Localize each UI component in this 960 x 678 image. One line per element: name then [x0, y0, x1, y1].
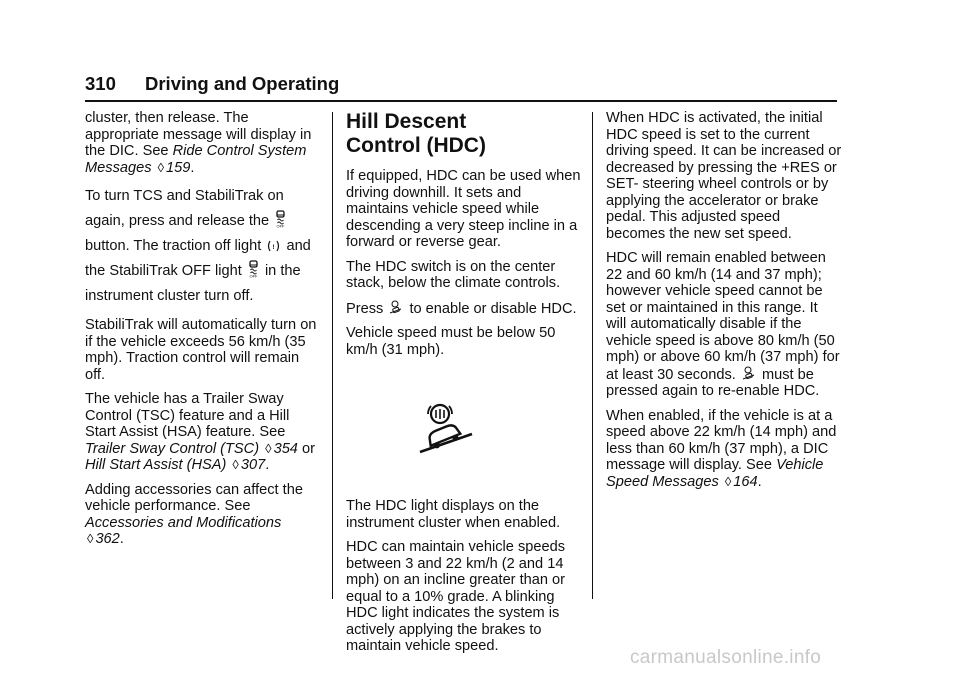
section-heading: Hill Descent Control (HDC) — [346, 110, 486, 157]
column-2 — [346, 110, 582, 663]
column-1 — [85, 110, 321, 556]
svg-text:!: ! — [272, 244, 275, 251]
col1-paragraph-1: cluster, then release. The appropriate message will display in the DIC. See Ride Control System Messages ◊ 159. — [85, 110, 312, 176]
hdc-button-icon — [389, 300, 403, 316]
col3-paragraph-3: When enabled, if the vehicle is at a speed above 22 km/h (14 mph) and less than 60 km/h (37 mph), a DIC message will display. See Vehicle Speed Messages ◊ 164. — [606, 407, 837, 490]
column-divider-1 — [332, 112, 333, 599]
xref-diamond-icon: ◊ — [265, 440, 272, 456]
col3-paragraph-1: When HDC is activated, the initial HDC speed is set to the current driving speed. It can be increased or decreased by pressing the +RES or SET- steering wheel controls or by applying the accelerator or brake pedal. This adjusted speed becomes the new set speed. — [606, 110, 842, 242]
xref-diamond-icon: ◊ — [724, 473, 732, 489]
col2-paragraph-4: Vehicle speed must be below 50 km/h (31 mph). — [346, 325, 556, 358]
traction-off-light-icon — [267, 239, 280, 253]
xref-page-159[interactable]: 159 — [166, 159, 191, 176]
xref-diamond-icon: ◊ — [157, 159, 165, 175]
xref-diamond-icon: ◊ — [232, 457, 239, 472]
xref-page-354[interactable]: 354 — [273, 440, 298, 457]
svg-text:OFF: OFF — [249, 273, 258, 278]
col2-paragraph-1: If equipped, HDC can be used when driving downhill. It sets and maintains vehicle speed while descending a very steep incline in a forward or reverse gear. — [346, 168, 581, 250]
col2-paragraph-5: The HDC light displays on the instrument cluster when enabled. — [346, 498, 561, 531]
col2-paragraph-3: Press to enable or disable HDC. — [346, 300, 577, 317]
col1-paragraph-5: Adding accessories can affect the vehicle performance. See Accessories and Modifications ◊ 362. — [85, 481, 303, 547]
watermark: carmanualsonline.info — [630, 647, 822, 668]
col1-paragraph-4: The vehicle has a Trailer Sway Control (TSC) feature and a Hill Start Assist (HSA) feature. See Trailer Sway Control (TSC) ◊ 354 or Hill Start Assist (HSA) ◊ 307. — [85, 391, 315, 473]
xref-ride-control[interactable]: Ride Control System Messages — [85, 143, 307, 176]
col3-paragraph-2: HDC will remain enabled between 22 and 60 km/h (14 and 37 mph); however vehicle speed cannot be set or maintained in this range. It will automatically disable if the vehicle speed is above 80 km/h (50 mph) or above 60 km/h (37 mph) for at least 30 seconds. must be pressed again to re-enable HDC. — [606, 250, 840, 399]
column-divider-2 — [592, 112, 593, 599]
column-3 — [606, 110, 842, 498]
svg-text:OFF: OFF — [276, 223, 285, 228]
col2-paragraph-2: The HDC switch is on the center stack, below the climate controls. — [346, 258, 561, 291]
header-rule — [85, 100, 837, 102]
col1-paragraph-3: StabiliTrak will automatically turn on if the vehicle exceeds 56 km/h (35 mph). Traction control will remain off. — [85, 317, 317, 383]
page-header — [85, 70, 837, 98]
page-title: Driving and Operating — [145, 73, 340, 94]
col1-paragraph-2: To turn TCS and StabiliTrak on again, press and release the OFF button. The traction off light ! and the StabiliTrak OFF light OFF in the instrument cluster turn off. — [85, 188, 311, 304]
xref-page-307[interactable]: 307 — [240, 457, 266, 473]
xref-vehicle-speed[interactable]: Vehicle Speed Messages — [606, 457, 824, 490]
hdc-light-icon — [416, 400, 476, 456]
traction-car-icon — [275, 210, 286, 228]
xref-accessories[interactable]: Accessories and Modifications — [85, 514, 282, 531]
xref-page-362[interactable]: 362 — [95, 531, 120, 547]
xref-trailer-sway[interactable]: Trailer Sway Control (TSC) — [85, 440, 260, 457]
page-number: 310 — [85, 73, 116, 94]
xref-page-164[interactable]: 164 — [733, 473, 758, 490]
xref-hill-start[interactable]: Hill Start Assist (HSA) — [85, 457, 227, 473]
col2-paragraph-6: HDC can maintain vehicle speeds between 3 and 22 km/h (2 and 14 mph) on an incline greater than or equal to a 10% grade. A blinking HDC light indicates the system is actively applying the brakes to maintain vehicle speed. — [346, 539, 566, 654]
hdc-button-icon — [742, 366, 756, 382]
xref-diamond-icon: ◊ — [87, 531, 94, 546]
stabilitrak-off-icon — [248, 260, 259, 278]
